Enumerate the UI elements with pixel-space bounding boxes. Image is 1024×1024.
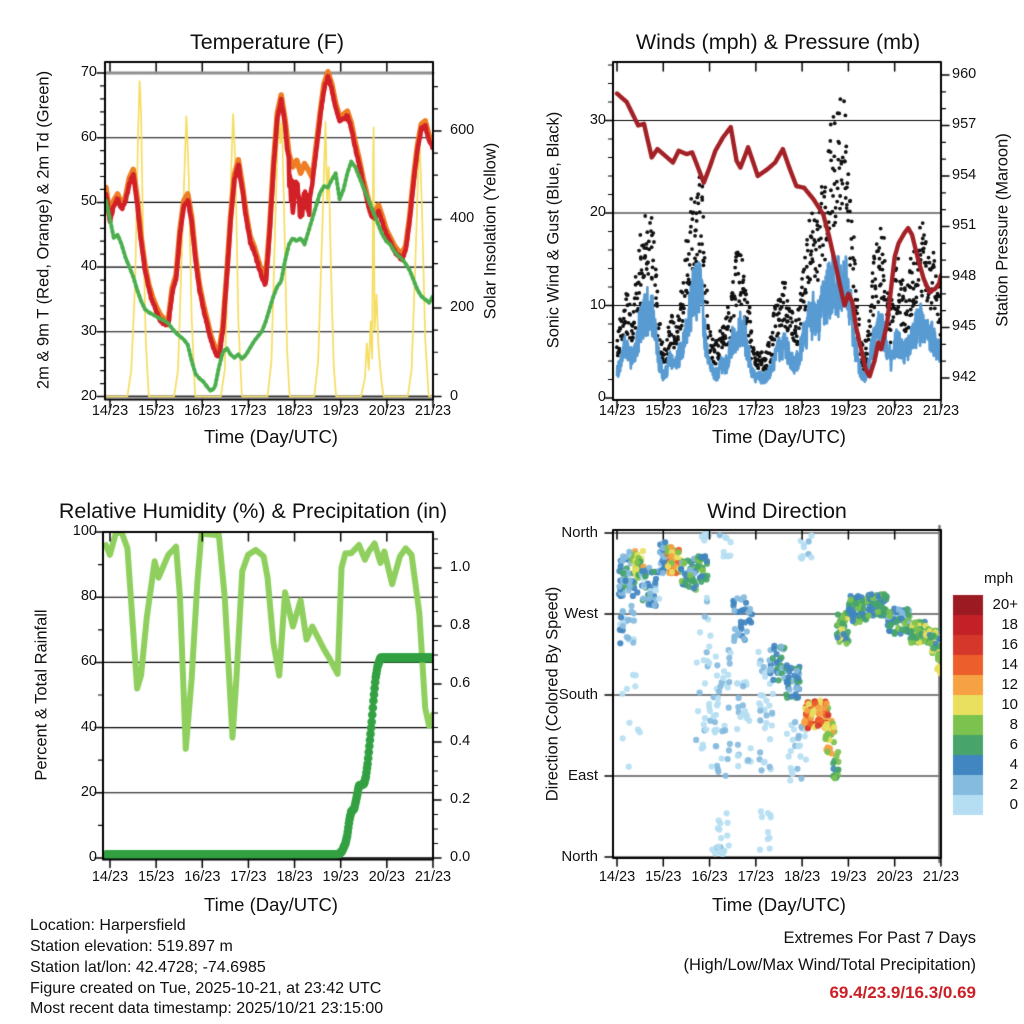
rh-ytick-20: 20 [80,783,97,800]
solar-ytick-600: 600 [450,121,475,138]
temp-ytick-70: 70 [80,64,97,80]
extremes-title: Extremes For Past 7 Days [783,929,976,947]
precip-ytick-0.0: 0.0 [450,849,471,865]
winds-xtick-3: 17/23 [737,403,774,419]
temp-ytick-30: 30 [80,322,97,339]
colorbar-label-14: 14 [1001,656,1018,673]
pressure-ytick-942: 942 [952,368,977,385]
rh-xtick-5: 19/23 [322,869,359,885]
direction-ytick-south-2: South [558,686,598,703]
temp-xtick-2: 16/23 [184,403,221,419]
wind-left-axis-label: Sonic Wind & Gust (Blue, Black) [544,111,563,349]
humidity-xaxis-label: Time (Day/UTC) [204,894,338,915]
rh-xtick-4: 18/23 [276,869,313,885]
direction-ytick-east-3: East [567,767,598,784]
wind-direction-xaxis-label: Time (Day/UTC) [712,894,846,915]
solar-ytick-0: 0 [450,387,459,404]
temp-ytick-60: 60 [80,128,97,145]
winds-xtick-6: 20/23 [876,403,913,419]
winddir-xtick-2: 16/23 [691,869,728,885]
rh-xtick-1: 15/23 [137,869,175,885]
pressure-ytick-957: 957 [952,116,977,133]
colorbar-label-10: 10 [1001,696,1018,713]
temp-xtick-6: 20/23 [368,403,405,419]
colorbar-label-16: 16 [1001,636,1018,653]
colorbar-label-20+: 20+ [992,596,1018,613]
temp-xtick-5: 19/23 [322,403,359,419]
rh-xtick-6: 20/23 [368,869,405,885]
rh-ytick-80: 80 [80,588,97,605]
direction-left-axis-label: Direction (Colored By Speed) [543,586,562,802]
winddir-xtick-0: 14/23 [598,869,636,885]
winds-pressure-chart-title: Winds (mph) & Pressure (mb) [635,30,921,54]
colorbar-label-0: 0 [1009,796,1018,813]
temperature-left-axis-label: 2m & 9m T (Red, Orange) & 2m Td (Green) [34,70,53,390]
rh-xtick-2: 16/23 [184,869,221,885]
precip-ytick-0.8: 0.8 [450,617,471,633]
winds-xtick-0: 14/23 [598,403,636,419]
winds-xtick-4: 18/23 [783,403,821,419]
direction-ytick-west-1: West [564,605,598,622]
precip-ytick-0.4: 0.4 [450,733,471,749]
wind-ytick-20: 20 [589,204,606,220]
temperature-xaxis-label: Time (Day/UTC) [204,426,338,447]
temperature-chart-title: Temperature (F) [189,30,345,54]
precip-ytick-1.0: 1.0 [450,559,471,575]
colorbar-label-18: 18 [1001,616,1018,633]
colorbar-units-label: mph [984,570,1014,587]
pressure-right-axis-label: Station Pressure (Maroon) [993,133,1012,327]
winddir-xtick-7: 21/23 [922,869,960,885]
pressure-ytick-954: 954 [952,166,977,183]
pressure-ytick-960: 960 [952,66,977,82]
pressure-ytick-951: 951 [952,217,977,234]
winddir-xtick-6: 20/23 [876,869,913,885]
footer-elevation: Station elevation: 519.897 m [30,938,233,955]
direction-ytick-north-4: North [561,848,598,865]
rh-ytick-60: 60 [80,653,97,670]
colorbar-label-8: 8 [1009,716,1018,733]
wind-direction-chart-title: Wind Direction [707,499,847,523]
rh-ytick-40: 40 [80,718,97,735]
rh-ytick-100: 100 [72,523,97,539]
winds-xaxis-label: Time (Day/UTC) [712,426,846,447]
winds-xtick-2: 16/23 [691,403,728,419]
solar-ytick-400: 400 [450,210,475,227]
rh-xtick-7: 21/23 [414,869,452,885]
rh-xtick-0: 14/23 [91,869,129,885]
precip-ytick-0.2: 0.2 [450,791,471,807]
temp-xtick-0: 14/23 [91,403,129,419]
footer-latlon: Station lat/lon: 42.4728; -74.6985 [30,959,266,976]
wind-ytick-10: 10 [589,296,606,313]
footer-timestamp: Most recent data timestamp: 2025/10/21 23:15:00 [30,1000,384,1017]
footer-location: Location: Harpersfield [30,917,186,934]
extremes-values: 69.4/23.9/16.3/0.69 [829,983,976,1002]
winds-xtick-1: 15/23 [645,403,682,419]
temp-xtick-1: 15/23 [137,403,175,419]
direction-ytick-north-0: North [561,524,598,541]
temp-ytick-50: 50 [80,193,97,210]
solar-ytick-200: 200 [450,298,475,315]
temp-xtick-7: 21/23 [414,403,452,419]
temp-ytick-40: 40 [80,258,97,275]
winddir-xtick-4: 18/23 [783,869,821,885]
rh-xtick-3: 17/23 [230,869,267,885]
extremes-subtitle: (High/Low/Max Wind/Total Precipitation) [683,956,976,974]
winddir-xtick-1: 15/23 [645,869,682,885]
colorbar-label-6: 6 [1009,736,1018,753]
winddir-xtick-3: 17/23 [737,869,774,885]
humidity-precip-chart-title: Relative Humidity (%) & Precipitation (in) [58,499,448,523]
pressure-ytick-948: 948 [952,267,977,284]
temp-xtick-4: 18/23 [276,403,313,419]
humidity-left-axis-label: Percent & Total Rainfall [32,609,51,781]
rh-ytick-0: 0 [88,849,97,865]
wind-ytick-30: 30 [589,111,606,128]
winds-xtick-7: 21/23 [922,403,960,419]
temp-ytick-20: 20 [80,387,97,404]
colorbar-label-2: 2 [1009,776,1018,793]
solar-right-axis-label: Solar Insolation (Yellow) [481,142,500,320]
pressure-ytick-945: 945 [952,318,977,335]
colorbar-label-12: 12 [1001,676,1018,693]
colorbar-label-4: 4 [1009,756,1018,773]
footer-created: Figure created on Tue, 2025-10-21, at 23:42 UTC [30,980,382,997]
winddir-xtick-5: 19/23 [830,869,867,885]
temp-xtick-3: 17/23 [230,403,267,419]
wind-ytick-0: 0 [597,389,606,405]
winds-xtick-5: 19/23 [830,403,867,419]
precip-ytick-0.6: 0.6 [450,675,471,691]
